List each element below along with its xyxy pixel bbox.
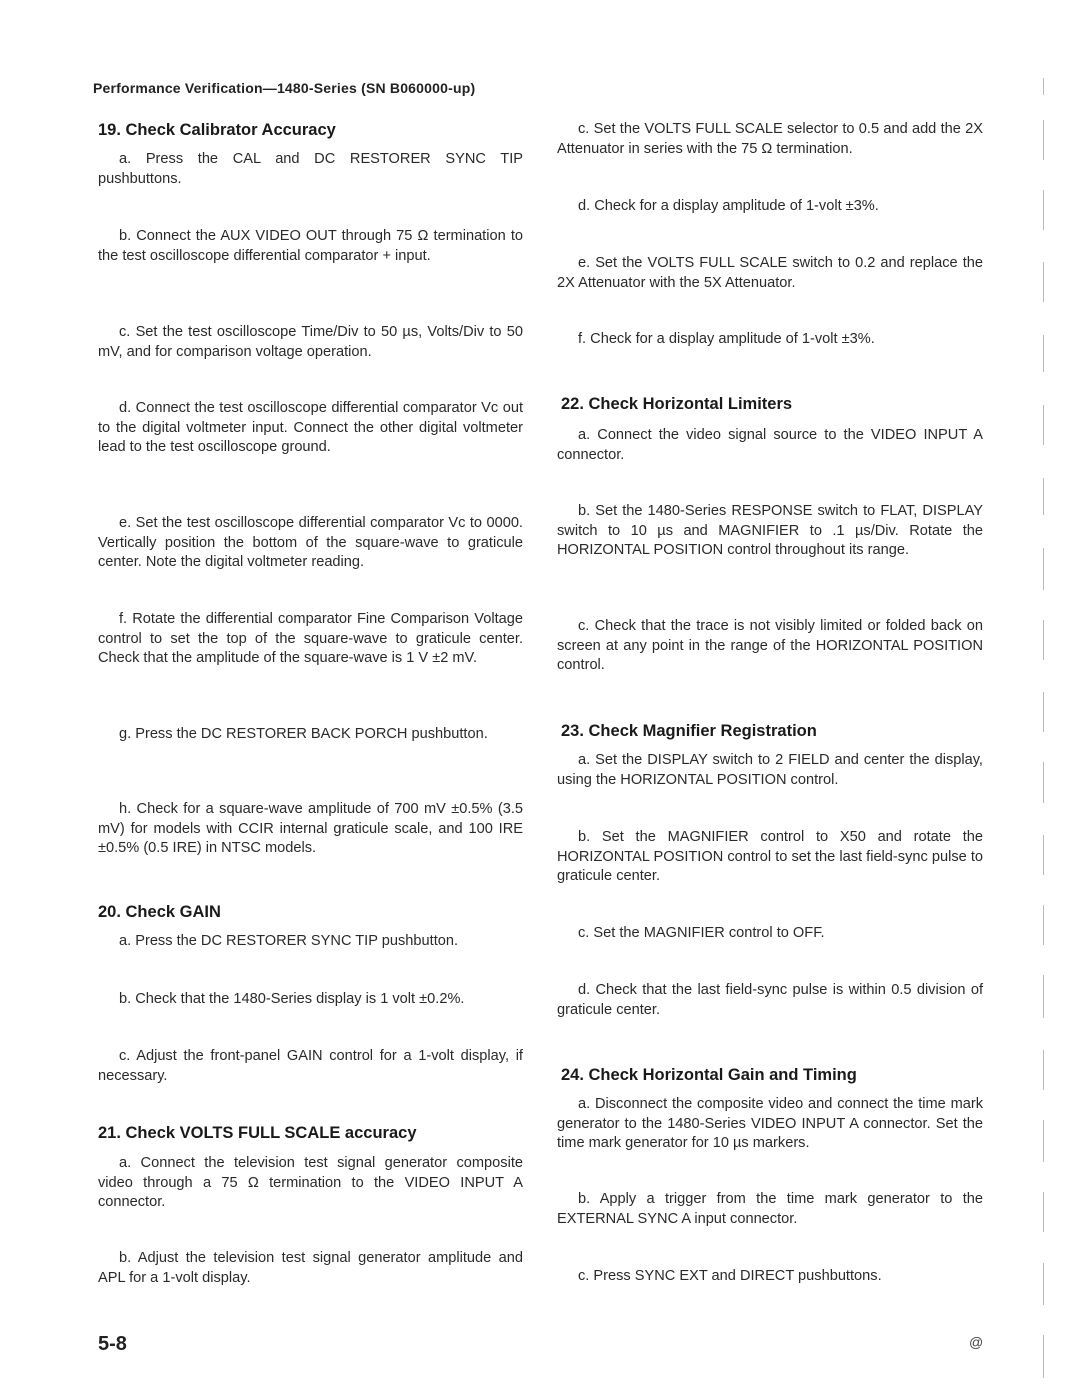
section-heading: 24. Check Horizontal Gain and Timing: [561, 1066, 857, 1084]
step-paragraph: c. Set the MAGNIFIER control to OFF.: [578, 925, 825, 941]
page-edge-mark: [1043, 905, 1044, 945]
page-edge-mark: [1043, 1050, 1044, 1090]
step-paragraph: a. Set the DISPLAY switch to 2 FIELD and center the display, using the HORIZONTAL POSITION control.: [557, 752, 983, 788]
step-paragraph: e. Set the test oscilloscope differential comparator Vc to 0000. Vertically position the bottom of the square-wave to graticule center. Note the digital voltmeter reading.: [98, 515, 523, 570]
step-paragraph: a. Press the CAL and DC RESTORER SYNC TIP pushbuttons.: [98, 151, 523, 187]
step-paragraph: b. Set the MAGNIFIER control to X50 and rotate the HORIZONTAL POSITION control to set the last field-sync pulse to graticule center.: [557, 829, 983, 884]
step-paragraph: a. Disconnect the composite video and connect the time mark generator to the 1480-Series VIDEO INPUT A connector. Set the time mark generator for 10 µs markers.: [557, 1096, 983, 1151]
page-edge-mark: [1043, 1192, 1044, 1232]
step-paragraph: a. Connect the television test signal generator composite video through a 75 Ω termination to the VIDEO INPUT A connector.: [98, 1155, 523, 1210]
section-heading: 22. Check Horizontal Limiters: [561, 395, 793, 413]
running-header: Performance Verification—1480-Series (SN B060000-up): [93, 80, 476, 96]
step-paragraph: c. Set the test oscilloscope Time/Div to 50 µs, Volts/Div to 50 mV, and for comparison voltage operation.: [98, 324, 523, 360]
step-paragraph: b. Apply a trigger from the time mark generator to the EXTERNAL SYNC A input connector.: [557, 1191, 983, 1227]
section-heading: 23. Check Magnifier Registration: [561, 722, 817, 740]
page-edge-mark: [1043, 548, 1044, 590]
step-paragraph: f. Check for a display amplitude of 1-volt ±3%.: [578, 331, 875, 347]
page-edge-mark: [1043, 835, 1044, 875]
page-edge-mark: [1043, 1263, 1044, 1305]
step-paragraph: c. Press SYNC EXT and DIRECT pushbuttons.: [578, 1268, 882, 1284]
step-paragraph: a. Connect the video signal source to the VIDEO INPUT A connector.: [557, 427, 983, 463]
step-paragraph: a. Press the DC RESTORER SYNC TIP pushbutton.: [119, 933, 459, 949]
page-edge-mark: [1043, 405, 1044, 445]
step-paragraph: c. Check that the trace is not visibly limited or folded back on screen at any point in the range of the HORIZONTAL POSITION control.: [557, 618, 983, 673]
step-paragraph: f. Rotate the differential comparator Fine Comparison Voltage control to set the top of the square-wave to graticule center. Check that the amplitude of the square-wave is 1 V ±2 mV.: [98, 611, 523, 666]
page-edge-mark: [1043, 1335, 1044, 1378]
page-edge-mark: [1043, 1120, 1044, 1162]
step-paragraph: b. Adjust the television test signal generator amplitude and APL for a 1-volt display.: [98, 1250, 523, 1286]
step-paragraph: c. Adjust the front-panel GAIN control for a 1-volt display, if necessary.: [98, 1048, 523, 1084]
page-edge-mark: [1043, 975, 1044, 1018]
page-number: 5-8: [98, 1333, 127, 1355]
page-edge-mark: [1043, 335, 1044, 372]
step-paragraph: d. Connect the test oscilloscope differential comparator Vc out to the digital voltmeter input. Connect the other digital voltmeter lead to the test oscilloscope ground.: [98, 400, 523, 455]
section-heading: 20. Check GAIN: [98, 903, 221, 921]
page-edge-mark: [1043, 620, 1044, 660]
page-edge-mark: [1043, 120, 1044, 160]
page-edge-mark: [1043, 190, 1044, 230]
page-edge-mark: [1043, 262, 1044, 302]
page-edge-mark: [1043, 692, 1044, 732]
step-paragraph: c. Set the VOLTS FULL SCALE selector to 0.5 and add the 2X Attenuator in series with the 75 Ω termination.: [557, 121, 983, 157]
step-paragraph: b. Set the 1480-Series RESPONSE switch to FLAT, DISPLAY switch to 10 µs and MAGNIFIER to .1 µs/Div. Rotate the HORIZONTAL POSITION control throughout its range.: [557, 503, 983, 558]
step-paragraph: b. Connect the AUX VIDEO OUT through 75 Ω termination to the test oscilloscope differential comparator + input.: [98, 228, 523, 264]
step-paragraph: b. Check that the 1480-Series display is 1 volt ±0.2%.: [119, 991, 465, 1007]
step-paragraph: d. Check that the last field-sync pulse is within 0.5 division of graticule center.: [557, 982, 983, 1018]
page-edge-mark: [1043, 478, 1044, 515]
step-paragraph: g. Press the DC RESTORER BACK PORCH pushbutton.: [119, 726, 488, 742]
section-heading: 19. Check Calibrator Accuracy: [98, 121, 336, 139]
step-paragraph: e. Set the VOLTS FULL SCALE switch to 0.2 and replace the 2X Attenuator with the 5X Attenuator.: [557, 255, 983, 291]
step-paragraph: d. Check for a display amplitude of 1-volt ±3%.: [578, 198, 879, 214]
section-heading: 21. Check VOLTS FULL SCALE accuracy: [98, 1124, 417, 1142]
footer-mark: @: [969, 1334, 984, 1350]
step-paragraph: h. Check for a square-wave amplitude of 700 mV ±0.5% (3.5 mV) for models with CCIR internal graticule scale, and 100 IRE ±0.5% (0.5 IRE) in NTSC models.: [98, 801, 523, 856]
page-edge-mark: [1043, 762, 1044, 803]
page-edge-mark: [1043, 78, 1044, 95]
